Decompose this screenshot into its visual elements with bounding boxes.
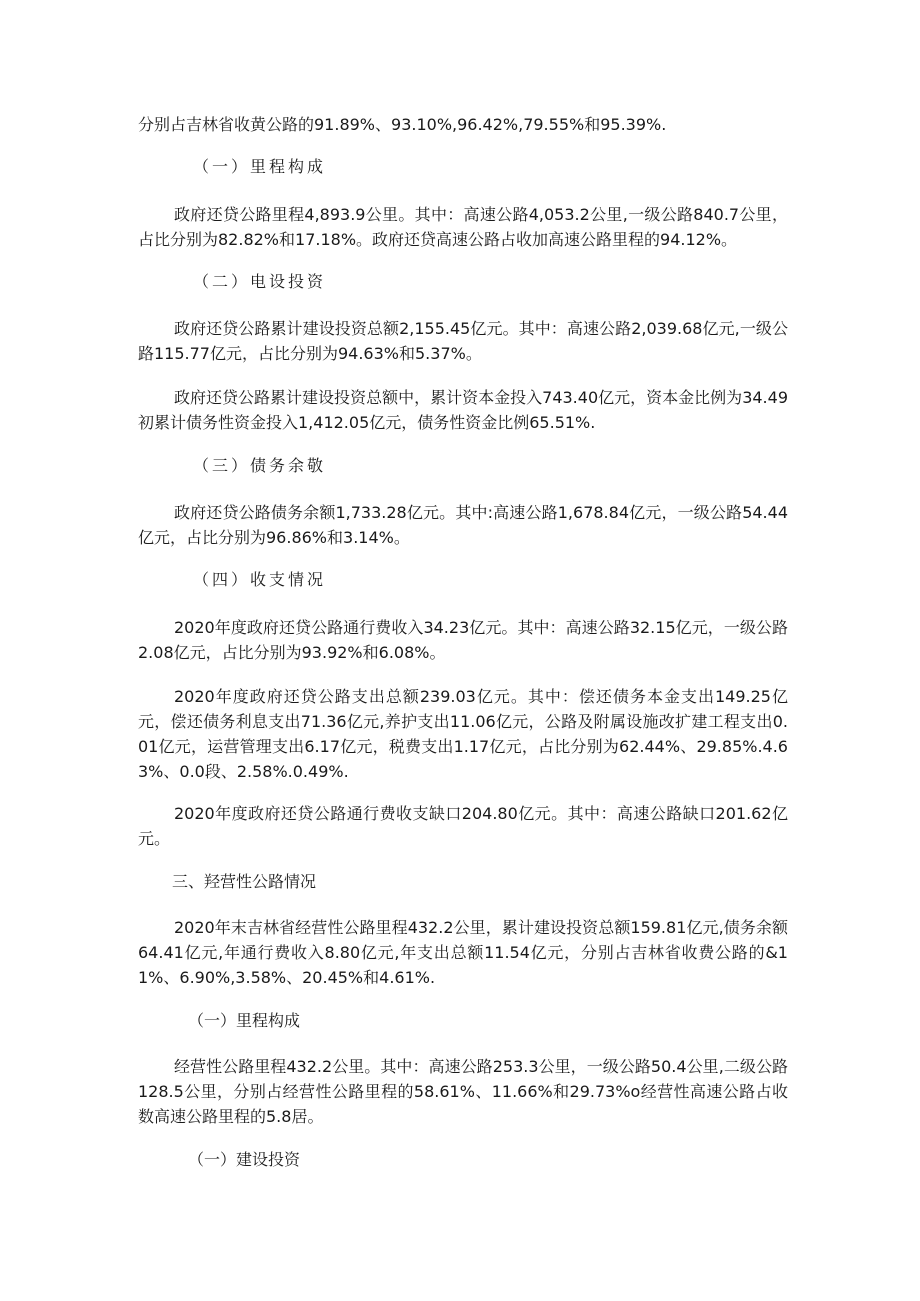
heading-debt-balance: （三）债务余敬 [193,456,327,475]
paragraph-mileage-composition-2: 经营性公路里程432.2公里。其中：高速公路253.3公里，一级公路50.4公里,二级公路128.5公里，分别占经营性公路里程的58.61%、11.66%和29.73%o经营性高速公路占收数高速公路里程的5.8居。 [138,1057,788,1126]
heading-construction-investment: （二）电设投资 [193,272,327,291]
paragraph-section-three: 2020年末吉林省经营性公路里程432.2公里，累计建设投资总额159.81亿元,债务余额64.41亿元,年通行费收入8.80亿元,年支出总额11.54亿元，分别占吉林省收费公路的&11%、6.90%,3.58%、20.45%和4.61%. [138,918,788,987]
paragraph-intro-tail: 分别占吉林省收黄公路的91.89%、93.10%,96.42%,79.55%和95.39%. [138,115,667,134]
heading-mileage-composition: （一）里程构成 [193,157,327,176]
heading-revenue-expenditure: （四）收支情况 [193,570,327,589]
paragraph-mileage-composition: 政府还贷公路里程4,893.9公里。其中：高速公路4,053.2公里,一级公路840.7公里，占比分别为82.82%和17.18%。政府还贷高速公路占收加高速公路里程的94.12%。 [138,205,788,249]
heading-mileage-composition-2: （一）里程构成 [188,1011,301,1030]
paragraph-construction-investment: 政府还贷公路累计建设投资总额2,155.45亿元。其中：高速公路2,039.68亿元,一级公路115.77亿元，占比分别为94.63%和5.37%。 [138,319,788,363]
heading-section-three: 三、羟营性公路情况 [172,872,317,891]
paragraph-total-expenditure: 2020年度政府还贷公路支出总额239.03亿元。其中：偿还债务本金支出149.25亿元，偿还债务利息支出71.36亿元,养护支出11.06亿元，公路及附属设施改扩建工程支出0.01亿元，运营管理支出6.17亿元，税费支出1.17亿元，占比分别为62.44%、29.85%.4.63%、0.0段、2.58%.0.49%. [138,687,788,781]
heading-construction-investment-2: （一）建设投资 [188,1150,301,1169]
paragraph-revenue-gap: 2020年度政府还贷公路通行费收支缺口204.80亿元。其中：高速公路缺口201.62亿元。 [138,804,788,848]
paragraph-toll-revenue: 2020年度政府还贷公路通行费收入34.23亿元。其中：高速公路32.15亿元，一级公路2.08亿元，占比分别为93.92%和6.08%。 [138,618,788,662]
paragraph-capital-ratio: 政府还贷公路累计建设投资总额中，累计资本金投入743.40亿元，资本金比例为34.49初累计债务性资金投入1,412.05亿元，债务性资金比例65.51%. [138,388,788,432]
paragraph-debt-balance: 政府还贷公路债务余额1,733.28亿元。其中:高速公路1,678.84亿元，一级公路54.44亿元，占比分别为96.86%和3.14%。 [138,503,788,547]
